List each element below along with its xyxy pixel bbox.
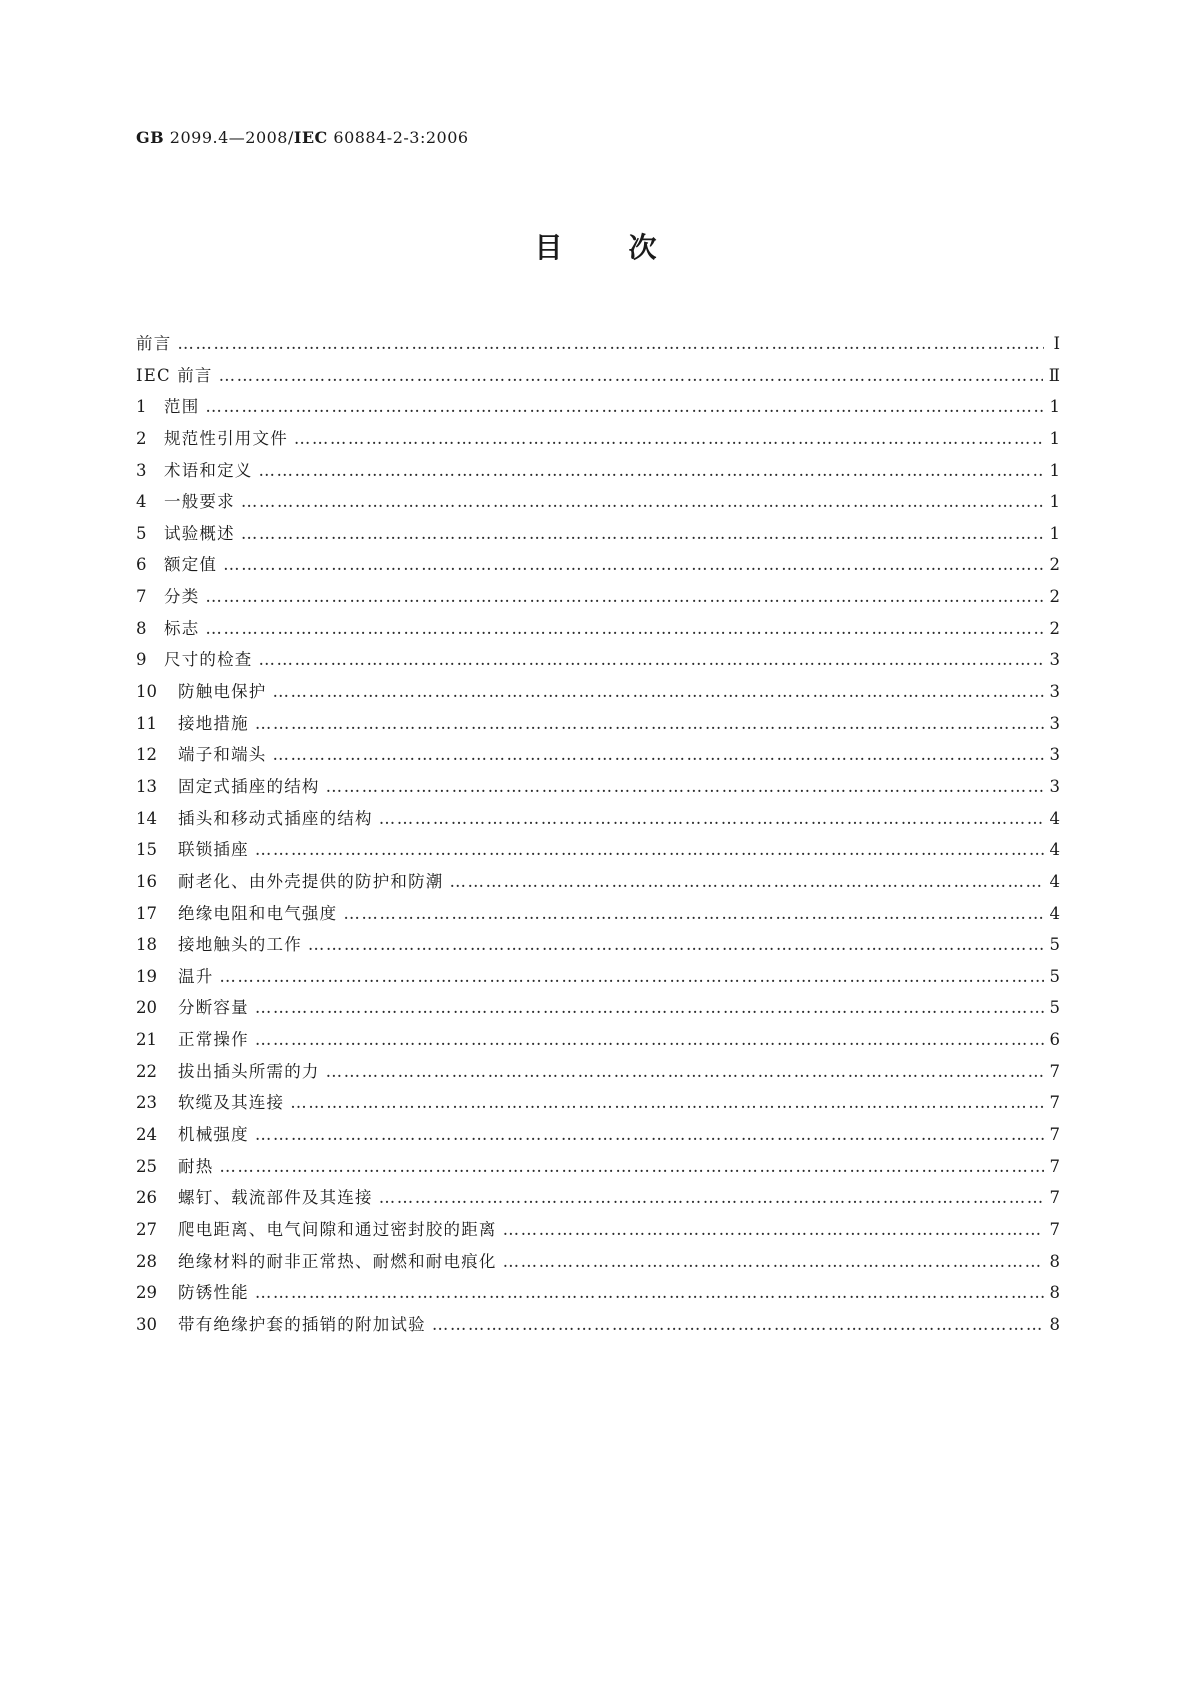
toc-entry-page: 7 [1049, 1188, 1060, 1208]
toc-dot-leader [326, 771, 1044, 803]
toc-entry-title: 试验概述 [164, 523, 235, 543]
toc-entry[interactable] [136, 1182, 1060, 1214]
toc-entry-number: 21 [136, 1030, 157, 1050]
toc-entry-title: 联锁插座 [178, 840, 249, 860]
toc-entry[interactable] [136, 360, 1060, 392]
toc-entry-title: 耐热 [178, 1156, 214, 1176]
standard-prefix-iec: IEC [293, 128, 328, 147]
toc-entry-page: 7 [1049, 1156, 1060, 1176]
toc-entry-title: 绝缘材料的耐非正常热、耐燃和耐电痕化 [178, 1251, 497, 1271]
toc-dot-leader [432, 1309, 1044, 1341]
toc-entry-page: 3 [1049, 682, 1060, 702]
toc-entry-page: Ⅱ [1048, 365, 1060, 385]
toc-entry-page: 3 [1049, 745, 1060, 765]
toc-entry-number: 14 [136, 808, 157, 828]
toc-dot-leader [290, 1087, 1043, 1119]
toc-entry-number: 20 [136, 998, 157, 1018]
toc-entry-number: 10 [136, 682, 157, 702]
toc-entry[interactable] [136, 929, 1060, 961]
toc-entry-title: 防锈性能 [178, 1283, 249, 1303]
toc-entry-title: 爬电距离、电气间隙和通过密封胶的距离 [178, 1219, 497, 1239]
toc-dot-leader [205, 613, 1043, 645]
toc-entry-page: 7 [1049, 1125, 1060, 1145]
toc-entry-number: 12 [136, 745, 157, 765]
toc-entry-title: 温升 [178, 966, 214, 986]
toc-entry[interactable] [136, 992, 1060, 1024]
toc-entry-title: 术语和定义 [164, 460, 253, 480]
toc-entry-title: 固定式插座的结构 [178, 776, 320, 796]
toc-entry-page: 5 [1049, 998, 1060, 1018]
toc-dot-leader [259, 455, 1044, 487]
toc-dot-leader [259, 644, 1044, 676]
toc-dot-leader [219, 360, 1043, 392]
toc-entry[interactable] [136, 549, 1060, 581]
toc-entry-title: 范围 [164, 397, 200, 417]
toc-entry-title: 额定值 [164, 555, 218, 575]
toc-entry[interactable] [136, 1214, 1060, 1246]
toc-entry-number: 5 [136, 523, 147, 543]
toc-entry-page: 8 [1049, 1283, 1060, 1303]
toc-dot-leader [294, 423, 1044, 455]
toc-dot-leader [343, 898, 1043, 930]
toc-entry-page: 8 [1049, 1314, 1060, 1334]
toc-entry[interactable] [136, 1024, 1060, 1056]
toc-dot-leader [255, 1119, 1044, 1151]
toc-entry-number: 15 [136, 840, 157, 860]
toc-entry-number: 16 [136, 871, 157, 891]
toc-dot-leader [205, 581, 1043, 613]
toc-entry[interactable] [136, 486, 1060, 518]
toc-entry-page: 7 [1049, 1061, 1060, 1081]
toc-dot-leader [241, 486, 1044, 518]
toc-entry-page: 1 [1049, 523, 1060, 543]
toc-entry-number: 17 [136, 903, 157, 923]
toc-entry[interactable] [136, 803, 1060, 835]
toc-dot-leader [205, 391, 1043, 423]
toc-dot-leader [255, 1277, 1044, 1309]
standard-number-part-1: 2099.4—2008/ [164, 128, 294, 147]
toc-entry-page: 4 [1049, 871, 1060, 891]
toc-entry[interactable] [136, 1087, 1060, 1119]
toc-entry-title: 分断容量 [178, 998, 249, 1018]
toc-dot-leader [503, 1246, 1044, 1278]
toc-entry-number: 27 [136, 1219, 157, 1239]
toc-entry-page: Ⅰ [1053, 334, 1060, 353]
toc-entry-page: 1 [1049, 397, 1060, 417]
toc-dot-leader [379, 803, 1044, 835]
toc-entry-number: 9 [136, 650, 147, 670]
toc-dot-leader [503, 1214, 1044, 1246]
toc-dot-leader [177, 328, 1044, 360]
toc-entry-number: 30 [136, 1314, 157, 1334]
toc-dot-leader [326, 1056, 1044, 1088]
toc-entry-title: 前言 [136, 334, 172, 353]
toc-entry-number: 29 [136, 1283, 157, 1303]
standard-number-part-2: 60884-2-3:2006 [327, 128, 469, 147]
toc-entry-title: 尺寸的检查 [164, 650, 253, 670]
standard-prefix-gb: GB [136, 128, 165, 147]
toc-entry-title: 接地措施 [178, 713, 249, 733]
toc-entry-number: 6 [136, 555, 147, 575]
toc-entry[interactable] [136, 455, 1060, 487]
toc-dot-leader [255, 834, 1044, 866]
toc-entry-title: 接地触头的工作 [178, 935, 302, 955]
toc-entry-page: 3 [1049, 713, 1060, 733]
toc-entry-number: 8 [136, 618, 147, 638]
toc-entry-title: 防触电保护 [178, 682, 267, 702]
toc-entry-title: 绝缘电阻和电气强度 [178, 903, 338, 923]
toc-entry[interactable] [136, 328, 1060, 360]
toc-dot-leader [308, 929, 1044, 961]
toc-entry-number: 23 [136, 1093, 157, 1113]
toc-entry-title: 端子和端头 [178, 745, 267, 765]
toc-entry-page: 6 [1049, 1030, 1060, 1050]
toc-dot-leader [273, 739, 1044, 771]
toc-entry-title: 分类 [164, 587, 200, 607]
table-of-contents [136, 328, 1060, 1341]
toc-entry-title: 正常操作 [178, 1030, 249, 1050]
toc-entry-number: 18 [136, 935, 157, 955]
toc-dot-leader [379, 1182, 1044, 1214]
toc-entry[interactable] [136, 644, 1060, 676]
toc-entry-number: 26 [136, 1188, 157, 1208]
toc-entry[interactable] [136, 391, 1060, 423]
toc-entry-title: 螺钉、载流部件及其连接 [178, 1188, 373, 1208]
toc-entry-page: 1 [1049, 460, 1060, 480]
toc-entry[interactable] [136, 1151, 1060, 1183]
toc-entry-number: 11 [136, 713, 157, 733]
toc-entry[interactable] [136, 518, 1060, 550]
toc-entry[interactable] [136, 739, 1060, 771]
toc-entry-page: 2 [1049, 555, 1060, 575]
toc-dot-leader [273, 676, 1044, 708]
toc-entry-page: 3 [1049, 650, 1060, 670]
page-title: 目次 [534, 231, 723, 264]
toc-dot-leader [255, 1024, 1044, 1056]
toc-dot-leader [450, 866, 1044, 898]
toc-entry-title: 带有绝缘护套的插销的附加试验 [178, 1314, 426, 1334]
toc-entry[interactable] [136, 613, 1060, 645]
toc-entry[interactable] [136, 1246, 1060, 1278]
toc-entry-page: 5 [1049, 935, 1060, 955]
toc-entry-page: 3 [1049, 776, 1060, 796]
toc-entry-page: 8 [1049, 1251, 1060, 1271]
standard-number [136, 128, 469, 147]
toc-entry[interactable] [136, 898, 1060, 930]
toc-entry-page: 1 [1049, 492, 1060, 512]
toc-entry-number: 2 [136, 428, 147, 448]
toc-entry[interactable] [136, 834, 1060, 866]
toc-entry-number: 22 [136, 1061, 157, 1081]
toc-entry-number: 13 [136, 776, 157, 796]
toc-entry[interactable] [136, 1056, 1060, 1088]
toc-dot-leader [219, 1151, 1043, 1183]
toc-entry[interactable] [136, 423, 1060, 455]
toc-entry-page: 2 [1049, 587, 1060, 607]
toc-entry-page: 5 [1049, 966, 1060, 986]
toc-entry-title: 拔出插头所需的力 [178, 1061, 320, 1081]
toc-entry-page: 2 [1049, 618, 1060, 638]
toc-entry[interactable] [136, 1309, 1060, 1341]
toc-entry-number: 7 [136, 587, 147, 607]
toc-entry-title: 机械强度 [178, 1125, 249, 1145]
toc-entry-title: 标志 [164, 618, 200, 638]
toc-entry[interactable] [136, 866, 1060, 898]
toc-entry[interactable] [136, 581, 1060, 613]
toc-entry-number: 19 [136, 966, 157, 986]
toc-entry[interactable] [136, 708, 1060, 740]
toc-dot-leader [255, 992, 1044, 1024]
toc-entry-number: 4 [136, 492, 147, 512]
toc-entry-number: 25 [136, 1156, 157, 1176]
toc-entry-number: 1 [136, 397, 147, 417]
toc-dot-leader [255, 708, 1044, 740]
toc-entry[interactable] [136, 1119, 1060, 1151]
toc-entry-page: 7 [1049, 1093, 1060, 1113]
toc-entry-number: 24 [136, 1125, 157, 1145]
toc-entry[interactable] [136, 961, 1060, 993]
toc-entry-title: 软缆及其连接 [178, 1093, 285, 1113]
toc-entry-title: 插头和移动式插座的结构 [178, 808, 373, 828]
toc-entry-title: 一般要求 [164, 492, 235, 512]
toc-entry-title: IEC 前言 [136, 365, 213, 385]
toc-dot-leader [241, 518, 1044, 550]
toc-entry-number: 28 [136, 1251, 157, 1271]
toc-dot-leader [223, 549, 1043, 581]
toc-entry-page: 1 [1049, 428, 1060, 448]
toc-entry-page: 4 [1049, 808, 1060, 828]
toc-entry-page: 4 [1049, 840, 1060, 860]
toc-entry[interactable] [136, 771, 1060, 803]
toc-entry-number: 3 [136, 460, 147, 480]
toc-entry[interactable] [136, 1277, 1060, 1309]
toc-entry-title: 耐老化、由外壳提供的防护和防潮 [178, 871, 444, 891]
toc-dot-leader [219, 961, 1043, 993]
toc-entry[interactable] [136, 676, 1060, 708]
toc-entry-page: 4 [1049, 903, 1060, 923]
toc-entry-title: 规范性引用文件 [164, 428, 288, 448]
toc-entry-page: 7 [1049, 1219, 1060, 1239]
